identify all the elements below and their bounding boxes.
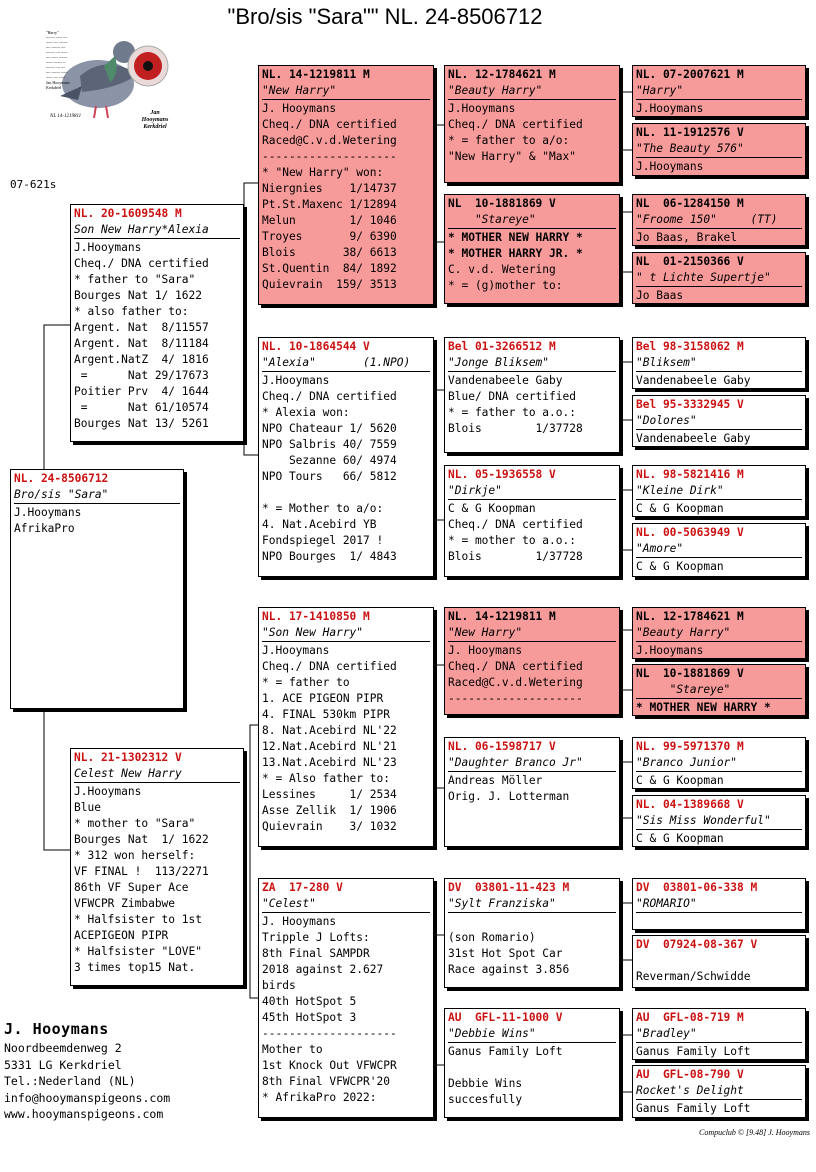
- info-line: Jo Baas, Brakel: [636, 231, 738, 244]
- ring-number: NL. 21-1302312 V: [74, 751, 182, 764]
- info-line: C & G Koopman: [636, 560, 724, 573]
- info-line: J.Hooymans: [14, 506, 82, 519]
- pedigree-box-g9: [632, 607, 806, 659]
- info-line: * MOTHER NEW HARRY *: [636, 701, 771, 714]
- info-line: * Alexia won:: [262, 406, 350, 419]
- pedigree-box-g8: [632, 523, 806, 577]
- pigeon-name: "Jonge Bliksem": [448, 355, 616, 372]
- pedigree-box-g11: [632, 737, 806, 789]
- info-line: 12.Nat.Acebird NL'21: [262, 740, 397, 753]
- pedigree-box-g15: [632, 1008, 806, 1060]
- pigeon-name: "Branco Junior": [636, 755, 802, 772]
- ring-number: Bel 95-3332945 V: [636, 398, 744, 411]
- pigeon-name: "Amore": [636, 541, 802, 558]
- owner-website-link[interactable]: www.hooymanspigeons.com: [4, 1107, 164, 1121]
- info-line: Bourges Nat 13/ 5261: [74, 417, 209, 430]
- info-line: AfrikaPro: [14, 522, 75, 535]
- info-line: J.Hooymans: [448, 102, 516, 115]
- pedigree-box-g5: [632, 337, 806, 389]
- ring-number: NL. 99-5971370 M: [636, 740, 744, 753]
- footer-credit: Compuclub © [9.48] J. Hooymans: [699, 1128, 810, 1137]
- ring-number: NL. 04-1389668 V: [636, 798, 744, 811]
- page-title: "Bro/sis "Sara"" NL. 24-8506712: [227, 4, 543, 29]
- ring-number: NL. 10-1864544 V: [262, 340, 370, 353]
- info-line: * also father to:: [74, 305, 189, 318]
- info-line: Cheq./ DNA certified: [448, 660, 583, 673]
- ring-number: NL. 12-1784621 M: [448, 68, 556, 81]
- pedigree-box-g16: [632, 1065, 806, 1118]
- info-line: Argent. Nat 8/11557: [74, 321, 209, 334]
- info-line: * MOTHER HARRY JR. *: [448, 247, 583, 260]
- info-line: Argent. Nat 8/11184: [74, 337, 209, 350]
- pigeon-name: "Bradley": [636, 1026, 802, 1043]
- info-line: Vandenabeele Gaby: [448, 374, 563, 387]
- ring-number: NL. 20-1609548 M: [74, 207, 182, 220]
- info-line: VF FINAL ! 113/2271: [74, 865, 209, 878]
- pigeon-name: "Alexia" (1.NPO): [262, 355, 430, 372]
- info-line: 1st Knock Out VFWCPR: [262, 1059, 397, 1072]
- info-line: --------------------: [262, 1027, 397, 1040]
- pigeon-name: Son New Harry*Alexia: [74, 222, 240, 239]
- ring-number: AU GFL-11-1000 V: [448, 1011, 563, 1024]
- info-line: * father to "Sara": [74, 273, 196, 286]
- info-line: Cheq./ DNA certified: [262, 660, 397, 673]
- info-line: --------------------: [448, 692, 583, 705]
- info-line: * MOTHER NEW HARRY *: [448, 231, 583, 244]
- pigeon-name: "Son New Harry": [262, 625, 430, 642]
- info-line: J. Hooymans: [262, 915, 337, 928]
- info-line: --------------------: [262, 150, 397, 163]
- pedigree-box-ddd: [444, 1008, 620, 1118]
- ring-number: NL. 06-1598717 V: [448, 740, 556, 753]
- info-line: [636, 953, 802, 969]
- pigeon-name: "Dirkje": [448, 483, 616, 500]
- info-line: J. Hooymans: [448, 644, 523, 657]
- info-line: Orig. J. Lotterman: [448, 790, 570, 803]
- ring-number: Bel 98-3158062 M: [636, 340, 744, 353]
- pedigree-box-dam: [70, 748, 244, 986]
- pedigree-box-dsd: [444, 737, 620, 847]
- info-line: 1. ACE PIGEON PIPR: [262, 692, 384, 705]
- info-line: Blue/ DNA certified: [448, 390, 576, 403]
- ring-number: NL. 12-1784621 M: [636, 610, 744, 623]
- info-line: Cheq./ DNA certified: [262, 390, 397, 403]
- info-line: * 312 won herself:: [74, 849, 196, 862]
- info-line: 4. FINAL 530km PIPR: [262, 708, 390, 721]
- pedigree-box-ds: [258, 607, 434, 847]
- info-line: C & G Koopman: [636, 774, 724, 787]
- info-line: J.Hooymans: [636, 160, 704, 173]
- info-line: 4. Nat.Acebird YB: [262, 518, 377, 531]
- pigeon-name: "ROMARIO": [636, 896, 802, 913]
- ring-number: NL 10-1881869 V: [636, 667, 744, 680]
- pedigree-box-sire: [70, 204, 244, 442]
- ring-number: NL 01-2150366 V: [636, 255, 744, 268]
- info-line: * = father to a.o.:: [448, 406, 576, 419]
- info-line: J. Hooymans: [262, 102, 337, 115]
- info-line: Ganus Family Loft: [636, 1045, 751, 1058]
- pigeon-name: "Beauty Harry": [636, 625, 802, 642]
- ring-number: DV 03801-06-338 M: [636, 881, 758, 894]
- pigeon-name: "Debbie Wins": [448, 1026, 616, 1043]
- info-line: Argent.NatZ 4/ 1816: [74, 353, 209, 366]
- owner-postcode: 5331 LG Kerkdriel: [4, 1057, 122, 1072]
- pigeon-name: Rocket's Delight: [636, 1083, 802, 1100]
- info-line: [448, 1060, 616, 1076]
- info-line: 8th Final SAMPDR: [262, 947, 370, 960]
- owner-name: J. Hooymans: [4, 1020, 109, 1038]
- logo-signature-left: NL 14-1219811: [50, 114, 82, 119]
- info-line: Raced@C.v.d.Wetering: [448, 676, 583, 689]
- ring-number: NL. 24-8506712: [14, 472, 109, 485]
- pedigree-box-subject: [10, 469, 184, 709]
- info-line: 8th Final VFWCPR'20: [262, 1075, 390, 1088]
- info-line: Quievrain 3/ 1032: [262, 820, 397, 833]
- info-line: * Halfsister to 1st: [74, 913, 202, 926]
- info-line: Melun 1/ 1046: [262, 214, 397, 227]
- info-line: Jo Baas: [636, 289, 684, 302]
- info-line: VFWCPR Zimbabwe: [74, 897, 176, 910]
- info-line: 31st Hot Spot Car: [448, 947, 563, 960]
- owner-email-link[interactable]: info@hooymanspigeons.com: [4, 1090, 171, 1105]
- info-line: C & G Koopman: [636, 502, 724, 515]
- pedigree-box-dss: [444, 607, 620, 715]
- pedigree-box-dds: [444, 878, 620, 988]
- info-line: ACEPIGEON PIPR: [74, 929, 169, 942]
- info-line: * mother to "Sara": [74, 817, 196, 830]
- owner-info: [4, 1018, 170, 1123]
- info-line: * = father to a/o:: [448, 134, 570, 147]
- info-line: "New Harry" & "Max": [448, 150, 576, 163]
- pigeon-name: "The Beauty 576": [636, 141, 802, 158]
- info-line: Reverman/Schwidde: [636, 970, 751, 983]
- ring-number: AU GFL-08-790 V: [636, 1068, 744, 1081]
- ring-number: NL. 07-2007621 M: [636, 68, 744, 81]
- info-line: St.Quentin 84/ 1892: [262, 262, 397, 275]
- info-line: (son Romario): [448, 931, 536, 944]
- info-line: [448, 914, 616, 930]
- ring-number: NL 06-1284150 M: [636, 197, 744, 210]
- pedigree-box-ssd: [444, 194, 620, 304]
- info-line: J.Hooymans: [636, 102, 704, 115]
- ring-number: NL. 17-1410850 M: [262, 610, 370, 623]
- info-line: Poitier Prv 4/ 1644: [74, 385, 209, 398]
- info-line: Vandenabeele Gaby: [636, 374, 751, 387]
- pedigree-box-g4: [632, 252, 806, 304]
- owner-phone: Tel.:Nederland (NL): [4, 1074, 136, 1088]
- info-line: Race against 3.856: [448, 963, 570, 976]
- info-line: 86th VF Super Ace: [74, 881, 189, 894]
- side-code: 07-621s: [10, 178, 57, 191]
- pedigree-box-g12: [632, 795, 806, 847]
- pigeon-name: "Kleine Dirk": [636, 483, 802, 500]
- ring-number: NL. 00-5063949 V: [636, 526, 744, 539]
- info-line: Lessines 1/ 2534: [262, 788, 397, 801]
- info-line: C. v.d. Wetering: [448, 263, 556, 276]
- info-line: 3 times top15 Nat.: [74, 961, 196, 974]
- info-line: * = father to: [262, 676, 350, 689]
- info-line: birds: [262, 979, 296, 992]
- info-line: Ganus Family Loft: [636, 1102, 751, 1115]
- pigeon-name: "Sylt Franziska": [448, 896, 616, 913]
- info-line: 13.Nat.Acebird NL'23: [262, 756, 397, 769]
- pedigree-box-g14: [632, 935, 806, 988]
- info-line: Fondspiegel 2017 !: [262, 534, 384, 547]
- ring-number: NL. 14-1219811 M: [448, 610, 556, 623]
- info-line: * = mother to a.o.:: [448, 534, 576, 547]
- pigeon-name: "New Harry": [448, 625, 616, 642]
- pedigree-box-g7: [632, 465, 806, 517]
- info-line: * = Also father to:: [262, 772, 390, 785]
- info-line: NPO Chateaur 1/ 5620: [262, 422, 397, 435]
- info-line: Blois 1/37728: [448, 550, 583, 563]
- pigeon-logo: [20, 14, 170, 130]
- info-line: Bourges Nat 1/ 1622: [74, 289, 202, 302]
- pigeon-name: "Bliksem": [636, 355, 802, 372]
- info-line: Pt.St.Maxenc 1/12894: [262, 198, 397, 211]
- pigeon-name: "Daughter Branco Jr": [448, 755, 616, 772]
- pedigree-box-g3: [632, 194, 806, 246]
- pedigree-box-g13: [632, 878, 806, 930]
- pedigree-box-g1: [632, 65, 806, 117]
- pedigree-box-sss: [444, 65, 620, 183]
- info-line: 40th HotSpot 5: [262, 995, 357, 1008]
- pedigree-box-g6: [632, 395, 806, 447]
- info-line: Cheq./ DNA certified: [262, 118, 397, 131]
- info-line: Bourges Nat 1/ 1622: [74, 833, 209, 846]
- info-line: * = (g)mother to:: [448, 279, 563, 292]
- pigeon-name: " t Lichte Supertje": [636, 270, 802, 287]
- info-line: J.Hooymans: [74, 785, 142, 798]
- pigeon-name: "Sis Miss Wonderful": [636, 813, 802, 830]
- info-line: Vandenabeele Gaby: [636, 432, 751, 445]
- pigeon-name: "Froome 150" (TT): [636, 212, 802, 229]
- ring-number: Bel 01-3266512 M: [448, 340, 556, 353]
- pedigree-box-dd: [258, 878, 434, 1118]
- info-line: succesfully: [448, 1093, 523, 1106]
- info-line: Blois 1/37728: [448, 422, 583, 435]
- ring-number: ZA 17-280 V: [262, 881, 343, 894]
- info-line: Tripple J Lofts:: [262, 931, 370, 944]
- info-line: J.Hooymans: [262, 374, 330, 387]
- info-line: C & G Koopman: [636, 832, 724, 845]
- info-line: Andreas Möller: [448, 774, 543, 787]
- info-line: Niergnies 1/14737: [262, 182, 397, 195]
- owner-address: Noordbeemdenweg 2: [4, 1041, 122, 1055]
- ring-number: AU GFL-08-719 M: [636, 1011, 744, 1024]
- pigeon-name: Bro/sis "Sara": [14, 487, 180, 504]
- info-line: NPO Bourges 1/ 4843: [262, 550, 397, 563]
- info-line: NPO Salbris 40/ 7559: [262, 438, 397, 451]
- pigeon-name: "New Harry": [262, 83, 430, 100]
- pigeon-name: "Stareye": [448, 212, 616, 229]
- logo-signature-right: Jan Hooymans Kerkdriel: [141, 110, 169, 130]
- info-line: * Halfsister "LOVE": [74, 945, 202, 958]
- info-line: Mother to: [262, 1043, 323, 1056]
- info-line: Blois 38/ 6613: [262, 246, 397, 259]
- ring-number: DV 07924-08-367 V: [636, 938, 758, 951]
- info-line: J.Hooymans: [74, 241, 142, 254]
- info-line: Asse Zellik 1/ 1906: [262, 804, 397, 817]
- pedigree-box-ss: [258, 65, 434, 305]
- info-line: Ganus Family Loft: [448, 1045, 563, 1058]
- info-line: Debbie Wins: [448, 1077, 523, 1090]
- pigeon-name: "Beauty Harry": [448, 83, 616, 100]
- info-line: Raced@C.v.d.Wetering: [262, 134, 397, 147]
- ring-number: NL. 98-5821416 M: [636, 468, 744, 481]
- info-line: * AfrikaPro 2022:: [262, 1091, 377, 1104]
- info-line: = Nat 61/10574: [74, 401, 209, 414]
- ring-number: NL 10-1881869 V: [448, 197, 556, 210]
- info-line: 8. Nat.Acebird NL'22: [262, 724, 397, 737]
- pigeon-name: "Harry": [636, 83, 802, 100]
- pigeon-name: "Celest": [262, 896, 430, 913]
- info-line: Blue: [74, 801, 101, 814]
- pedigree-box-sdd: [444, 465, 620, 577]
- pedigree-box-g10: [632, 664, 806, 716]
- info-line: J.Hooymans: [636, 644, 704, 657]
- info-line: = Nat 29/17673: [74, 369, 209, 382]
- info-line: * "New Harry" won:: [262, 166, 384, 179]
- info-line: 2018 against 2.627: [262, 963, 384, 976]
- pigeon-name: "Stareye": [636, 682, 802, 699]
- info-line: Troyes 9/ 6390: [262, 230, 397, 243]
- pedigree-box-sds: [444, 337, 620, 453]
- pigeon-name: "Dolores": [636, 413, 802, 430]
- logo-notes: "Harry" ~~~~ ~~~ ~~ ~~~ ~~ ~~~~ ~~ ~~~~ ~~ ~~~~ ~~ ~~~ ~~ ~~~ ~~~~ ~~~ ~~~~ ~ ~~~~ ~~ ~~ ~~ ~~~~ ~~~ ~~~ ~~ ~~~ Jan Hooymans Kerkdriel: [46, 30, 70, 90]
- info-line: C & G Koopman: [448, 502, 536, 515]
- ring-number: NL. 11-1912576 V: [636, 126, 744, 139]
- info-line: Cheq./ DNA certified: [448, 518, 583, 531]
- info-line: NPO Tours 66/ 5812: [262, 470, 397, 483]
- info-line: Cheq./ DNA certified: [74, 257, 209, 270]
- pigeon-name: Celest New Harry: [74, 766, 240, 783]
- info-line: 45th HotSpot 3: [262, 1011, 357, 1024]
- info-line: [262, 485, 430, 501]
- info-line: * = Mother to a/o:: [262, 502, 384, 515]
- ring-number: NL. 05-1936558 V: [448, 468, 556, 481]
- ring-number: DV 03801-11-423 M: [448, 881, 570, 894]
- ring-number: NL. 14-1219811 M: [262, 68, 370, 81]
- info-line: Quievrain 159/ 3513: [262, 278, 397, 291]
- info-line: J.Hooymans: [262, 644, 330, 657]
- pedigree-box-g2: [632, 123, 806, 176]
- info-line: Sezanne 60/ 4974: [262, 454, 397, 467]
- info-line: Cheq./ DNA certified: [448, 118, 583, 131]
- pedigree-box-sd: [258, 337, 434, 577]
